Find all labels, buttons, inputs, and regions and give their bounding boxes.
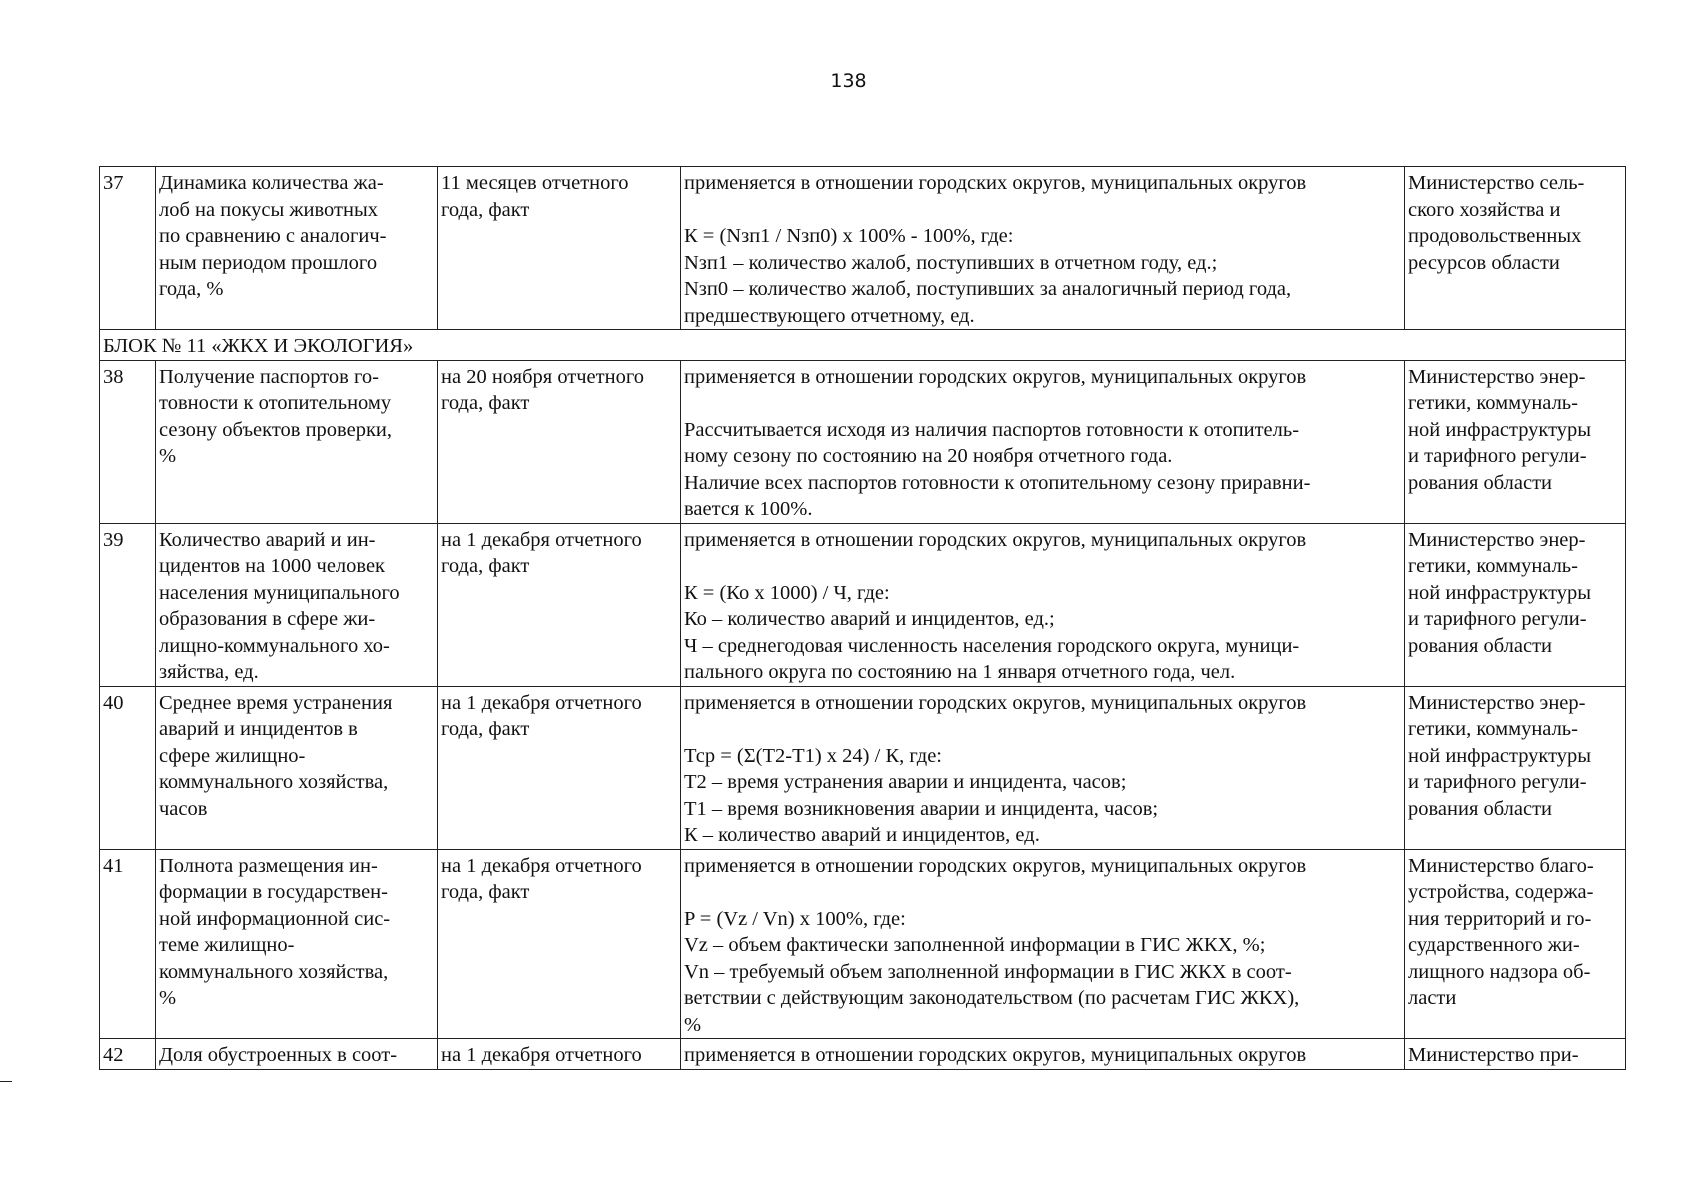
blank-line xyxy=(684,390,1401,417)
indicator-name-line: ным периодом прошлого xyxy=(159,251,378,274)
reporting-period-line: на 1 декабря отчетного xyxy=(441,691,642,714)
indicator-name-line: зяйства, ед. xyxy=(159,661,259,683)
indicator-name-line: Динамика количества жа- xyxy=(159,172,384,194)
indicator-name-line: сфере жилищно- xyxy=(159,744,306,767)
indicator-name-line: теме жилищно- xyxy=(159,934,295,956)
responsible-body-line: ной инфраструктуры xyxy=(1408,581,1592,604)
responsible-body-line: и тарифного регули- xyxy=(1408,608,1587,630)
indicator-name-line: Среднее время устранения xyxy=(159,691,393,714)
blank-line xyxy=(684,716,1401,743)
reporting-period-line: на 1 декабря отчетного xyxy=(441,854,642,877)
row-number xyxy=(100,360,156,523)
calculation-method-line: Рассчитывается исходя из наличия паспортов готовности к отопитель- xyxy=(684,418,1300,441)
indicator-name-line: часов xyxy=(159,797,208,820)
calculation-method-line: применяется в отношении городских округов, муниципальных округов xyxy=(684,1044,1307,1066)
calculation-method-line: ветствии с действующим законодательством (по расчетам ГИС ЖКХ), xyxy=(684,987,1300,1009)
responsible-body xyxy=(1405,686,1626,849)
row-number-text: 40 xyxy=(103,691,124,714)
calculation-method-line: Nзп1 – количество жалоб, поступивших в отчетном году, ед.; xyxy=(684,251,1218,274)
row-number xyxy=(100,167,156,330)
responsible-body xyxy=(1405,849,1626,1039)
table-row xyxy=(100,167,1626,330)
responsible-body-line: гетики, коммуналь- xyxy=(1408,555,1578,577)
reporting-period xyxy=(438,523,681,686)
calculation-method-line: Ко – количество аварий и инцидентов, ед.; xyxy=(684,608,1055,630)
responsible-body-line: и тарифного регули- xyxy=(1408,445,1587,467)
indicator-name-line: % xyxy=(159,987,177,1009)
calculation-method-line: К – количество аварий и инцидентов, ед. xyxy=(684,824,1040,846)
calculation-method-line: Vz – объем фактически заполненной информации в ГИС ЖКХ, %; xyxy=(684,934,1266,956)
row-number xyxy=(100,686,156,849)
responsible-body-line: Министерство энер- xyxy=(1408,365,1586,388)
responsible-body-line: рования области xyxy=(1408,797,1553,820)
calculation-method-line: предшествующего отчетному, ед. xyxy=(684,304,975,327)
reporting-period-line: года, факт xyxy=(441,881,530,903)
calculation-method-line: применяется в отношении городских округов, муниципальных округов xyxy=(684,365,1307,388)
indicator-name-line: Получение паспортов го- xyxy=(159,365,379,388)
responsible-body xyxy=(1405,523,1626,686)
responsible-body xyxy=(1405,167,1626,330)
responsible-body-line: сударственного жи- xyxy=(1408,934,1580,956)
indicator-name-line: года, % xyxy=(159,278,224,300)
calculation-method-line: К = (Ко х 1000) / Ч, где: xyxy=(684,581,890,604)
responsible-body-line: продовольственных xyxy=(1408,225,1582,247)
calculation-method xyxy=(681,1039,1405,1070)
row-number-text: 41 xyxy=(103,854,124,877)
indicator-table xyxy=(99,166,1626,1070)
calculation-method xyxy=(681,167,1405,330)
indicator-name-line: лоб на покусы животных xyxy=(159,198,378,221)
blank-line xyxy=(684,879,1401,906)
reporting-period-line: на 1 декабря отчетного xyxy=(441,528,642,551)
reporting-period xyxy=(438,1039,681,1070)
calculation-method-line: пального округа по состоянию на 1 января отчетного года, чел. xyxy=(684,661,1236,683)
row-number-text: 39 xyxy=(103,528,124,551)
responsible-body-line: рования области xyxy=(1408,471,1553,494)
indicator-name-line: коммунального хозяйства, xyxy=(159,771,389,793)
indicator-name xyxy=(156,523,438,686)
calculation-method-line: применяется в отношении городских округов, муниципальных округов xyxy=(684,854,1307,877)
reporting-period xyxy=(438,360,681,523)
indicator-table-body xyxy=(100,167,1626,1070)
reporting-period-line: года, факт xyxy=(441,718,530,740)
section-header xyxy=(100,330,1626,361)
indicator-name-line: населения муниципального xyxy=(159,581,400,604)
calculation-method-line: вается к 100%. xyxy=(684,498,813,520)
responsible-body-line: Министерство при- xyxy=(1408,1044,1579,1066)
reporting-period xyxy=(438,686,681,849)
calculation-method xyxy=(681,523,1405,686)
indicator-name-line: % xyxy=(159,445,177,467)
responsible-body-line: устройства, содержа- xyxy=(1408,881,1594,903)
responsible-body-line: гетики, коммуналь- xyxy=(1408,392,1578,414)
row-number-text: 38 xyxy=(103,365,124,388)
reporting-period-line: года, факт xyxy=(441,392,530,414)
responsible-body xyxy=(1405,1039,1626,1070)
section-header-row xyxy=(100,330,1626,361)
table-row xyxy=(100,523,1626,686)
indicator-name xyxy=(156,849,438,1039)
indicator-name xyxy=(156,686,438,849)
calculation-method xyxy=(681,686,1405,849)
row-number xyxy=(100,1039,156,1070)
reporting-period xyxy=(438,167,681,330)
margin-mark xyxy=(0,1081,12,1082)
indicator-name-line: образования в сфере жи- xyxy=(159,608,376,630)
indicator-name xyxy=(156,360,438,523)
responsible-body-line: ной инфраструктуры xyxy=(1408,418,1592,441)
indicator-name-line: лищно-коммунального хо- xyxy=(159,634,390,657)
calculation-method xyxy=(681,849,1405,1039)
calculation-method-line: К = (Nзп1 / Nзп0) х 100% - 100%, где: xyxy=(684,225,1014,247)
indicator-name-line: ной информационной сис- xyxy=(159,907,391,930)
calculation-method-line: Т2 – время устранения аварии и инцидента, часов; xyxy=(684,771,1127,793)
indicator-name-line: сезону объектов проверки, xyxy=(159,418,393,441)
responsible-body-line: Министерство энер- xyxy=(1408,528,1586,551)
indicator-name-line: формации в государствен- xyxy=(159,881,388,903)
responsible-body-line: ния территорий и го- xyxy=(1408,907,1592,930)
responsible-body-line: ной инфраструктуры xyxy=(1408,744,1592,767)
indicator-name-line: товности к отопительному xyxy=(159,392,392,414)
responsible-body-line: ласти xyxy=(1408,987,1457,1009)
calculation-method-line: % xyxy=(684,1013,702,1036)
responsible-body-line: рования области xyxy=(1408,634,1553,657)
indicator-name-line: коммунального хозяйства, xyxy=(159,960,389,983)
responsible-body-line: ского хозяйства и xyxy=(1408,198,1561,221)
indicator-name-line: цидентов на 1000 человек xyxy=(159,555,386,577)
indicator-name-line: Полнота размещения ин- xyxy=(159,854,378,877)
responsible-body-line: Министерство благо- xyxy=(1408,854,1594,877)
calculation-method-line: Тср = (Σ(Т2-Т1) х 24) / К, где: xyxy=(684,744,942,767)
calculation-method-line: применяется в отношении городских округов, муниципальных округов xyxy=(684,172,1307,194)
responsible-body-line: Министерство сель- xyxy=(1408,172,1585,194)
indicator-name-line: аварий и инцидентов в xyxy=(159,718,358,740)
calculation-method-line: Vn – требуемый объем заполненной информации в ГИС ЖКХ в соот- xyxy=(684,960,1292,983)
table-row xyxy=(100,686,1626,849)
page-number: 138 xyxy=(830,70,867,92)
calculation-method-line: Т1 – время возникновения аварии и инцидента, часов; xyxy=(684,797,1159,820)
calculation-method-line: применяется в отношении городских округов, муниципальных округов xyxy=(684,691,1307,714)
calculation-method-line: применяется в отношении городских округов, муниципальных округов xyxy=(684,528,1307,551)
responsible-body-line: лищного надзора об- xyxy=(1408,960,1591,983)
section-title: БЛОК № 11 «ЖКХ И ЭКОЛОГИЯ» xyxy=(103,335,414,357)
indicator-name-line: Доля обустроенных в соот- xyxy=(159,1044,398,1066)
indicator-name xyxy=(156,1039,438,1070)
responsible-body-line: и тарифного регули- xyxy=(1408,771,1587,793)
row-number xyxy=(100,523,156,686)
reporting-period-line: на 1 декабря отчетного xyxy=(441,1044,642,1066)
calculation-method-line: Nзп0 – количество жалоб, поступивших за аналогичный период года, xyxy=(684,278,1292,300)
indicator-name xyxy=(156,167,438,330)
indicator-name-line: по сравнению с аналогич- xyxy=(159,225,387,247)
row-number-text: 37 xyxy=(103,172,124,194)
table-row xyxy=(100,360,1626,523)
reporting-period-line: года, факт xyxy=(441,555,530,577)
reporting-period-line: 11 месяцев отчетного xyxy=(441,172,629,194)
calculation-method-line: Ч – среднегодовая численность населения городского округа, муници- xyxy=(684,634,1300,657)
reporting-period xyxy=(438,849,681,1039)
indicator-name-line: Количество аварий и ин- xyxy=(159,528,376,551)
calculation-method xyxy=(681,360,1405,523)
row-number xyxy=(100,849,156,1039)
table-row xyxy=(100,1039,1626,1070)
reporting-period-line: на 20 ноября отчетного xyxy=(441,365,644,388)
calculation-method-line: Наличие всех паспортов готовности к отопительному сезону приравни- xyxy=(684,471,1311,494)
blank-line xyxy=(684,553,1401,580)
responsible-body-line: гетики, коммуналь- xyxy=(1408,718,1578,740)
reporting-period-line: года, факт xyxy=(441,198,530,221)
responsible-body xyxy=(1405,360,1626,523)
responsible-body-line: Министерство энер- xyxy=(1408,691,1586,714)
row-number-text: 42 xyxy=(103,1044,124,1066)
table-row xyxy=(100,849,1626,1039)
calculation-method-line: P = (Vz / Vn) х 100%, где: xyxy=(684,907,906,930)
calculation-method-line: ному сезону по состоянию на 20 ноября отчетного года. xyxy=(684,445,1173,467)
responsible-body-line: ресурсов области xyxy=(1408,251,1560,274)
blank-line xyxy=(684,197,1401,224)
